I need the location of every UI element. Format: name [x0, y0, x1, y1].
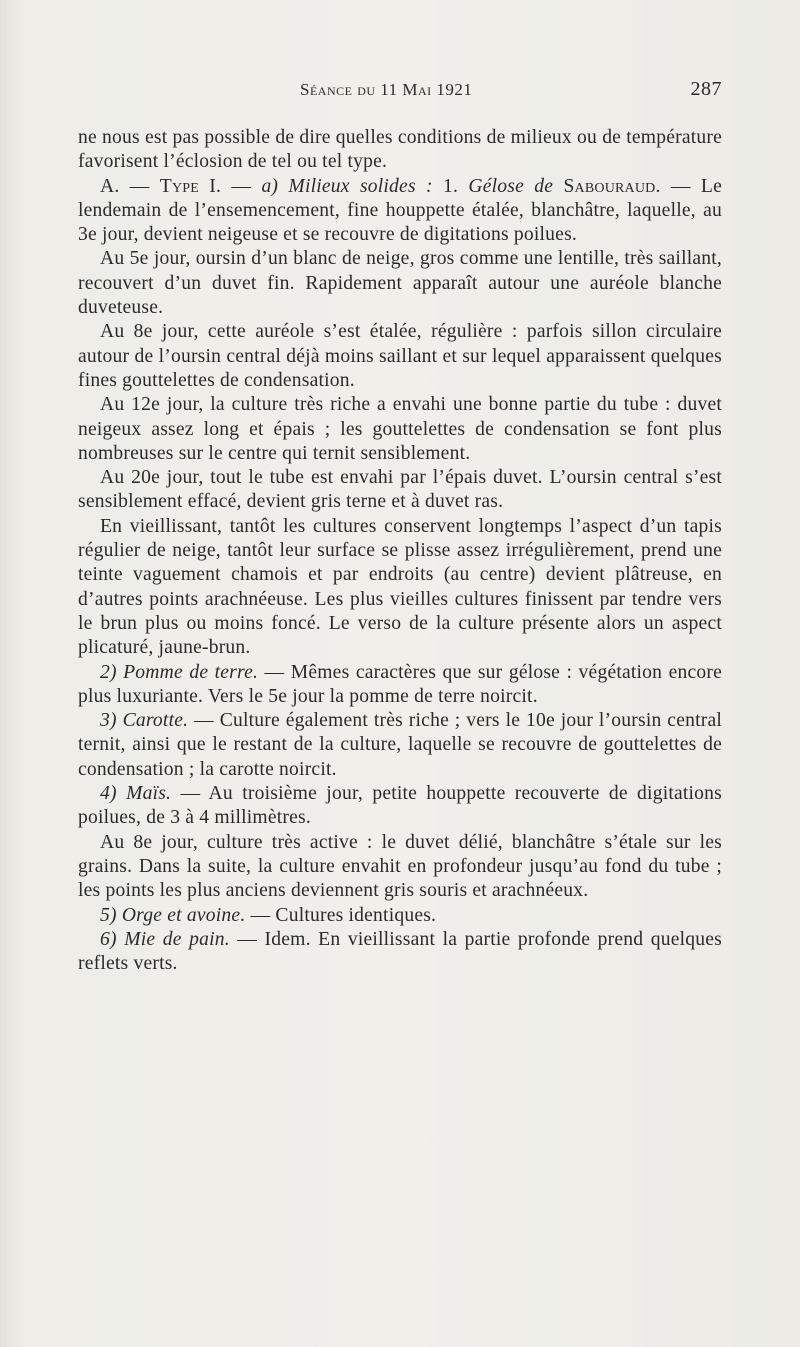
paragraph: ne nous est pas possible de dire quelles conditions de milieux ou de température favorisent l’éclosion de tel ou tel type.	[78, 127, 722, 173]
section-label: A. —	[100, 175, 160, 197]
paragraph-pomme-de-terre	[78, 661, 722, 710]
medium-name: Gélose de	[468, 175, 564, 197]
medium-heading: a) Milieux solides :	[261, 175, 444, 197]
medium-label: 4) Maïs.	[100, 783, 172, 805]
body-text	[78, 126, 722, 976]
paragraph: Au 5e jour, oursin d’un blanc de neige, gros comme une lentille, très saillant, recouvert d’un duvet fin. Rapidement apparaît autour une auréole blanche duveteuse.	[78, 248, 722, 319]
page-header	[78, 78, 722, 106]
type-label: Type I.	[159, 175, 222, 197]
author-name: Sabouraud	[563, 175, 656, 197]
paragraph: Au 12e jour, la culture très riche a envahi une bonne partie du tube : duvet neigeux assez long et épais ; les gouttelettes de condensation se font plus nombreuses sur le centre qui ternit sensiblement.	[78, 394, 722, 464]
item-number: 1.	[443, 175, 469, 197]
paragraph-mie-de-pain	[78, 928, 722, 977]
paragraph: Au 8e jour, culture très active : le duvet délié, blanchâtre s’étale sur les grains. Dans la suite, la culture envahit en profondeur jusqu’au fond du tube ; les points les plus anciens deviennent gris souris et arachnéeux.	[78, 831, 722, 902]
page-number: 287	[690, 78, 722, 100]
paragraph-text: — Culture également très riche ; vers le 10e jour l’oursin central ternit, ainsi que le restant de la culture, laquelle se recouvre de gouttelettes de condensation ; la carotte noircit.	[78, 710, 722, 780]
paragraph: En vieillissant, tantôt les cultures conservent longtemps l’aspect d’un tapis régulier de neige, tantôt leur surface se plisse assez irrégulièrement, prend une teinte vaguement chamois et par endroits (au centre) devient plâtreuse, en d’autres points arachnéeuse. Les plus vieilles cultures finissent par tendre vers le brun plus ou moins foncé. Le verso de la culture présente alors un aspect plicaturé, jaune-brun.	[78, 515, 722, 659]
paragraph-text: — Au troisième jour, petite houppette recouverte de digitations poilues, de 3 à 4 millimètres.	[78, 783, 722, 829]
dash: —	[221, 175, 262, 197]
paragraph-orge	[78, 904, 722, 928]
paragraph-type-one	[78, 175, 722, 248]
paragraph-rest: . — Le lendemain de l’ensemencement, fine houppette étalée, blanchâtre, laquelle, au 3e jour, devient neigeuse et se recouvre de digitations poilues.	[78, 175, 722, 246]
paragraph-carotte	[78, 709, 722, 782]
medium-label: 6) Mie de pain.	[100, 928, 230, 950]
medium-label: 3) Carotte.	[100, 710, 189, 732]
medium-label: 2) Pomme de terre.	[100, 661, 259, 683]
paragraph-text: — Idem. En vieillissant la partie profonde prend quelques reflets verts.	[78, 928, 722, 975]
paragraph: Au 20e jour, tout le tube est envahi par l’épais duvet. L’oursin central s’est sensiblement effacé, devient gris terne et à duvet ras.	[78, 467, 722, 513]
paragraph-text: — Cultures identiques.	[245, 904, 437, 926]
paragraph: Au 8e jour, cette auréole s’est étalée, régulière : parfois sillon circulaire autour de l’oursin central déjà moins saillant et sur lequel apparaissent quelques fines gouttelettes de condensation.	[78, 321, 722, 391]
running-title: Séance du 11 Mai 1921	[300, 80, 473, 99]
paragraph-mais	[78, 782, 722, 831]
paragraph-text: — Mêmes caractères que sur gélose : végétation encore plus luxuriante. Vers le 5e jour la pomme de terre noircit.	[78, 661, 722, 707]
medium-label: 5) Orge et avoine.	[100, 904, 246, 926]
